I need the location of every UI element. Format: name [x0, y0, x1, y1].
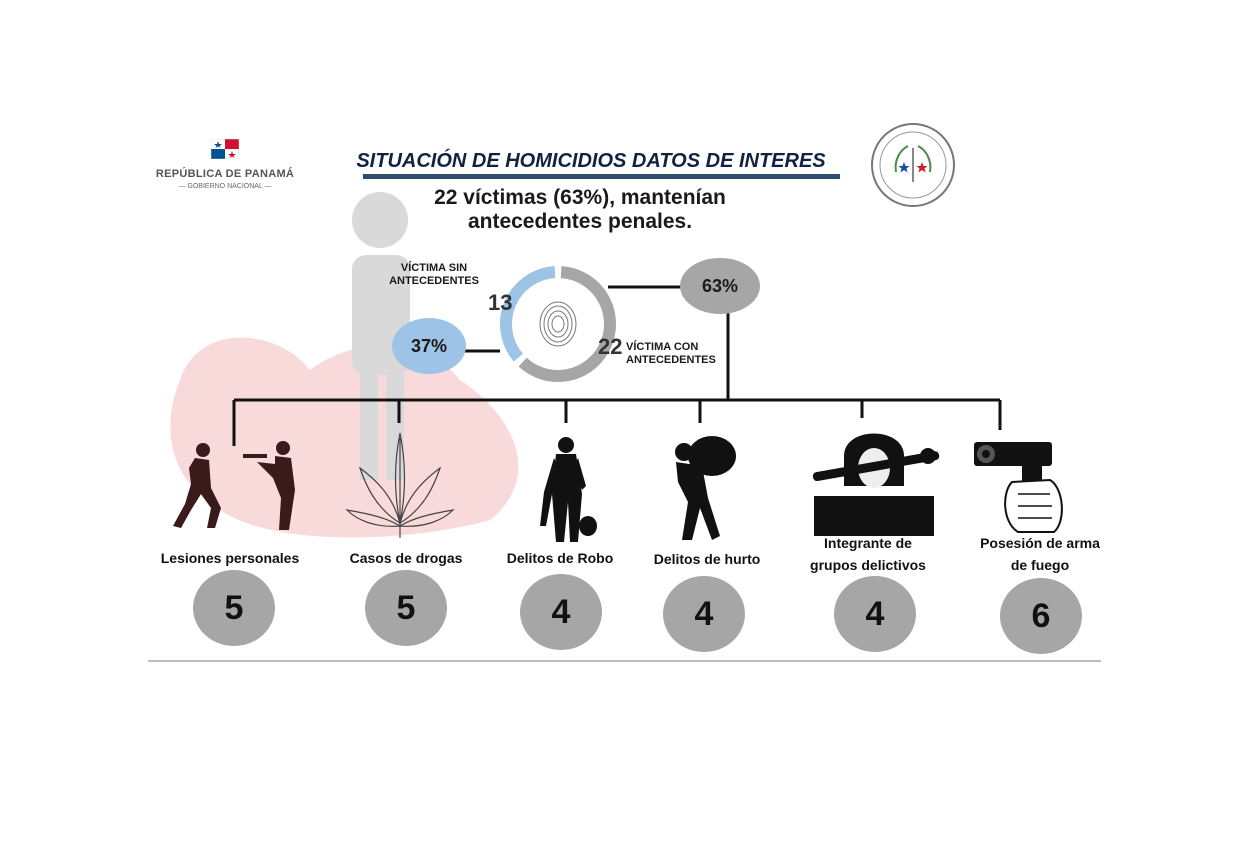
- con-label-line-2: ANTECEDENTES: [626, 354, 716, 366]
- logo-subtitle: — GOBIERNO NACIONAL —: [178, 183, 272, 190]
- page-title: SITUACIÓN DE HOMICIDIOS DATOS DE INTERES: [356, 150, 826, 172]
- fingerprint-icon: [540, 302, 576, 346]
- con-count: 22: [598, 334, 623, 359]
- donut-slice-0: [506, 272, 555, 358]
- bottom-divider: [148, 660, 1101, 662]
- headline-line-1: 22 víctimas (63%), mantenían: [434, 186, 726, 209]
- category-count-drogas: 5: [365, 570, 447, 646]
- logo-title: REPÚBLICA DE PANAMÁ: [155, 168, 295, 180]
- sin-label-line-2: ANTECEDENTES: [389, 275, 479, 287]
- category-label-lesiones: [140, 547, 320, 569]
- category-count-arma: 6: [1000, 578, 1082, 654]
- category-label-line-1: Casos de drogas: [349, 550, 463, 566]
- sin-count: 13: [488, 290, 513, 315]
- robber-icon: [530, 436, 610, 544]
- con-percent-bubble: 63%: [680, 258, 760, 314]
- sin-percent-bubble: 37%: [392, 318, 466, 374]
- category-label-line-1: Lesiones personales: [160, 550, 300, 566]
- cannabis-leaf-icon: [345, 428, 455, 548]
- category-label-line-2: de fuego: [1010, 557, 1070, 573]
- sin-antecedentes-label: [384, 262, 484, 288]
- con-antecedentes-label: [626, 341, 716, 367]
- category-label-arma: [945, 532, 1135, 576]
- sin-label-line-1: VÍCTIMA SIN: [400, 262, 468, 274]
- hooded-gang-member-icon: [808, 416, 940, 536]
- category-count-robo: 4: [520, 574, 602, 650]
- donut-chart: [491, 262, 625, 386]
- category-label-line-1: Delitos de Robo: [506, 550, 614, 566]
- donut-slice-1: [523, 272, 610, 376]
- category-count-grupos: 4: [834, 576, 916, 652]
- category-label-line-1: Delitos de hurto: [653, 551, 761, 567]
- category-count-hurto: 4: [663, 576, 745, 652]
- category-label-grupos: [778, 532, 958, 576]
- category-count-lesiones: 5: [193, 570, 275, 646]
- handgun-icon: [972, 432, 1068, 536]
- category-label-line-1: Posesión de arma: [980, 535, 1100, 551]
- headline-line-2: antecedentes penales.: [467, 210, 693, 233]
- category-label-line-2: grupos delictivos: [810, 557, 926, 573]
- category-label-line-1: Integrante de: [824, 535, 912, 551]
- con-label-line-1: VÍCTIMA CON: [626, 341, 699, 353]
- assault-icon: [165, 438, 305, 534]
- thief-with-sack-icon: [662, 432, 742, 544]
- category-label-hurto: [617, 548, 797, 570]
- category-label-drogas: [316, 547, 496, 569]
